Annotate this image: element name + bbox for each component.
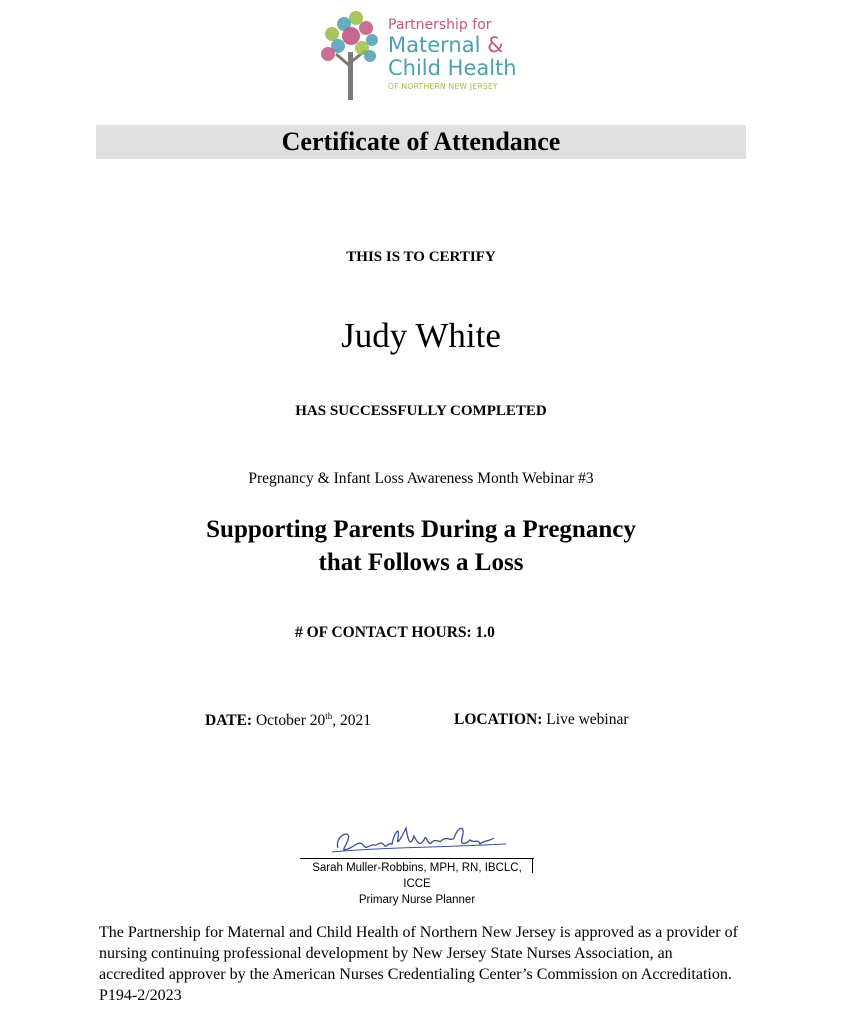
tree-icon bbox=[318, 8, 382, 102]
logo-line-2: Maternal bbox=[388, 33, 481, 57]
logo-line-4: OF NORTHERN NEW JERSEY bbox=[388, 82, 498, 91]
date-value: October 20th, 2021 bbox=[255, 711, 372, 730]
logo-ampersand: & bbox=[487, 33, 504, 57]
footer-line-4: P194-2/2023 bbox=[99, 987, 182, 1004]
handwritten-signature bbox=[330, 818, 510, 860]
location-field bbox=[454, 711, 629, 729]
location-value: Live webinar bbox=[546, 711, 629, 728]
signatory-role: Primary Nurse Planner bbox=[358, 894, 476, 906]
completed-text: HAS SUCCESSFULLY COMPLETED bbox=[295, 403, 547, 419]
course-title bbox=[0, 513, 842, 579]
webinar-series: Pregnancy & Infant Loss Awareness Month Webinar #3 bbox=[248, 470, 594, 487]
course-title-line-2: that Follows a Loss bbox=[318, 549, 524, 576]
date-label: DATE: bbox=[205, 712, 253, 730]
footer-line-2: nursing continuing professional development by New Jersey State Nurses Association, an bbox=[99, 945, 673, 962]
date-field bbox=[205, 711, 371, 730]
certify-text: THIS IS TO CERTIFY bbox=[346, 249, 496, 265]
certificate-title: Certificate of Attendance bbox=[281, 127, 561, 156]
contact-hours: # OF CONTACT HOURS: 1.0 bbox=[295, 624, 495, 641]
signatory-name: Sarah Muller-Robbins, MPH, RN, IBCLC, ICCE bbox=[312, 862, 522, 890]
recipient-name: Judy White bbox=[341, 316, 501, 355]
footer-line-1: The Partnership for Maternal and Child Health of Northern New Jersey is approved as a provider of bbox=[99, 924, 738, 941]
logo-line-1: Partnership for bbox=[388, 17, 492, 33]
course-title-line-1: Supporting Parents During a Pregnancy bbox=[206, 516, 636, 543]
accreditation-statement bbox=[99, 922, 759, 1006]
footer-line-3: accredited approver by the American Nurses Credentialing Center’s Commission on Accreditation. bbox=[99, 966, 732, 983]
location-label: LOCATION: bbox=[454, 711, 543, 728]
organization-logo bbox=[318, 8, 528, 104]
signatory-block bbox=[300, 860, 534, 908]
logo-line-3: Child Health bbox=[388, 56, 517, 80]
signature-line bbox=[300, 858, 534, 859]
